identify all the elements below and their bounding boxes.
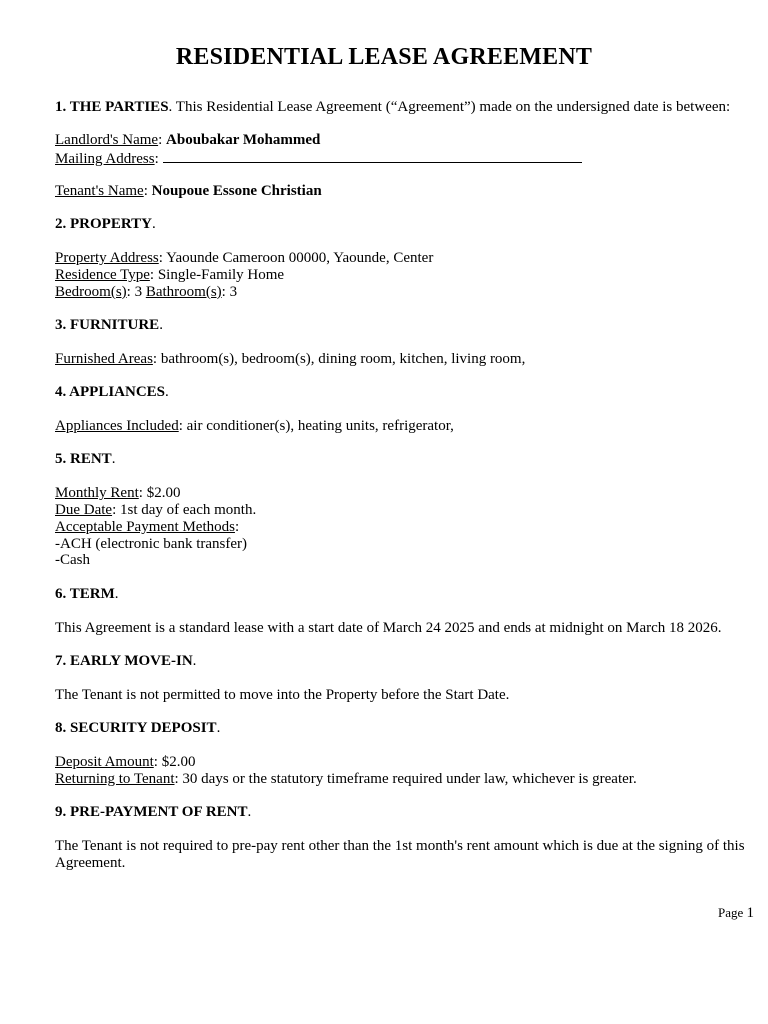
section-heading-parties: 1. THE PARTIES	[55, 99, 169, 115]
section-parties-intro: 1. THE PARTIES. This Residential Lease Agreement (“Agreement”) made on the undersigned date is between:	[55, 99, 731, 115]
rooms-row: Bedroom(s): 3 Bathroom(s): 3	[55, 284, 238, 300]
due-date-label: Due Date	[55, 502, 113, 518]
tenant-name-value: Noupoue Essone Christian	[151, 183, 322, 199]
document-title: RESIDENTIAL LEASE AGREEMENT	[175, 44, 593, 70]
property-address-label: Property Address	[55, 250, 159, 266]
landlord-name-row: Landlord's Name: Aboubakar Mohammed	[55, 132, 321, 148]
section-property-heading-row: 2. PROPERTY.	[55, 216, 156, 232]
payment-method-item: -ACH (electronic bank transfer)	[55, 536, 247, 552]
furnished-areas-row: Furnished Areas: bathroom(s), bedroom(s), dining room, kitchen, living room,	[55, 351, 526, 367]
returning-to-tenant-label: Returning to Tenant	[55, 771, 175, 787]
bathrooms-label: Bathroom(s)	[145, 284, 222, 300]
section-early-move-in-heading-row: 7. EARLY MOVE-IN.	[55, 653, 197, 669]
property-address-row: Property Address: Yaounde Cameroon 00000, Yaounde, Center	[55, 250, 434, 266]
section-security-deposit-heading-row: 8. SECURITY DEPOSIT.	[55, 720, 221, 736]
monthly-rent-label: Monthly Rent	[55, 485, 139, 501]
payment-methods-label: Acceptable Payment Methods	[55, 519, 235, 535]
prepayment-text: The Tenant is not required to pre-pay rent other than the 1st month's rent amount which is due at the signing of this Agreement.	[55, 838, 745, 871]
section-heading-term: 6. TERM	[55, 586, 115, 602]
returning-to-tenant-value: 30 days or the statutory timeframe required under law, whichever is greater.	[182, 771, 637, 787]
monthly-rent-value: $2.00	[146, 485, 181, 501]
furnished-areas-label: Furnished Areas	[55, 351, 153, 367]
early-move-in-text: The Tenant is not permitted to move into the Property before the Start Date.	[55, 687, 510, 703]
payment-methods-row: Acceptable Payment Methods:	[55, 519, 240, 535]
tenant-name-row: Tenant's Name: Noupoue Essone Christian	[55, 183, 322, 199]
section-term-heading-row: 6. TERM.	[55, 586, 119, 602]
mailing-address-blank-line	[163, 149, 582, 163]
page-number	[718, 905, 754, 922]
due-date-row: Due Date: 1st day of each month.	[55, 502, 257, 518]
appliances-included-value: air conditioner(s), heating units, refrigerator,	[186, 418, 454, 434]
residence-type-label: Residence Type	[55, 267, 150, 283]
page-label: Page	[717, 905, 744, 920]
section-appliances-heading-row: 4. APPLIANCES.	[55, 384, 169, 400]
bedrooms-label: Bedroom(s)	[55, 284, 127, 300]
section-heading-early-move-in: 7. EARLY MOVE-IN	[55, 653, 193, 669]
page-number-value: 1	[746, 905, 754, 921]
landlord-name-label: Landlord's Name	[55, 132, 159, 148]
parties-intro-text: This Residential Lease Agreement (“Agreement”) made on the undersigned date is between:	[175, 99, 731, 115]
deposit-amount-row: Deposit Amount: $2.00	[55, 754, 196, 770]
term-text: This Agreement is a standard lease with a start date of March 24 2025 and ends at midnight on March 18 2026.	[55, 620, 722, 636]
bedrooms-value: 3	[134, 284, 143, 300]
landlord-name-value: Aboubakar Mohammed	[166, 132, 321, 148]
bathrooms-value: 3	[229, 284, 238, 300]
furnished-areas-value: bathroom(s), bedroom(s), dining room, kitchen, living room,	[160, 351, 526, 367]
residence-type-value: Single-Family Home	[157, 267, 285, 283]
section-rent-heading-row: 5. RENT.	[55, 451, 116, 467]
deposit-amount-value: $2.00	[161, 754, 196, 770]
section-heading-prepayment: 9. PRE-PAYMENT OF RENT	[55, 804, 248, 820]
appliances-included-label: Appliances Included	[55, 418, 179, 434]
payment-method-item: -Cash	[55, 552, 90, 568]
section-heading-rent: 5. RENT	[55, 451, 112, 467]
due-date-value: 1st day of each month.	[119, 502, 257, 518]
section-furniture-heading-row: 3. FURNITURE.	[55, 317, 163, 333]
section-heading-security-deposit: 8. SECURITY DEPOSIT	[55, 720, 217, 736]
section-heading-property: 2. PROPERTY	[55, 216, 152, 232]
monthly-rent-row: Monthly Rent: $2.00	[55, 485, 181, 501]
section-heading-appliances: 4. APPLIANCES	[55, 384, 166, 400]
tenant-name-label: Tenant's Name	[55, 183, 144, 199]
property-address-value: Yaounde Cameroon 00000, Yaounde, Center	[166, 250, 434, 266]
appliances-included-row: Appliances Included: air conditioner(s), heating units, refrigerator,	[55, 418, 454, 434]
returning-to-tenant-row: Returning to Tenant: 30 days or the statutory timeframe required under law, whichever is greater.	[55, 771, 637, 787]
residence-type-row: Residence Type: Single-Family Home	[55, 267, 285, 283]
section-prepayment-heading-row: 9. PRE-PAYMENT OF RENT.	[55, 804, 252, 820]
section-heading-furniture: 3. FURNITURE	[55, 317, 160, 333]
deposit-amount-label: Deposit Amount	[55, 754, 154, 770]
mailing-address-row: Mailing Address:	[55, 149, 748, 168]
mailing-address-label: Mailing Address	[55, 151, 155, 167]
